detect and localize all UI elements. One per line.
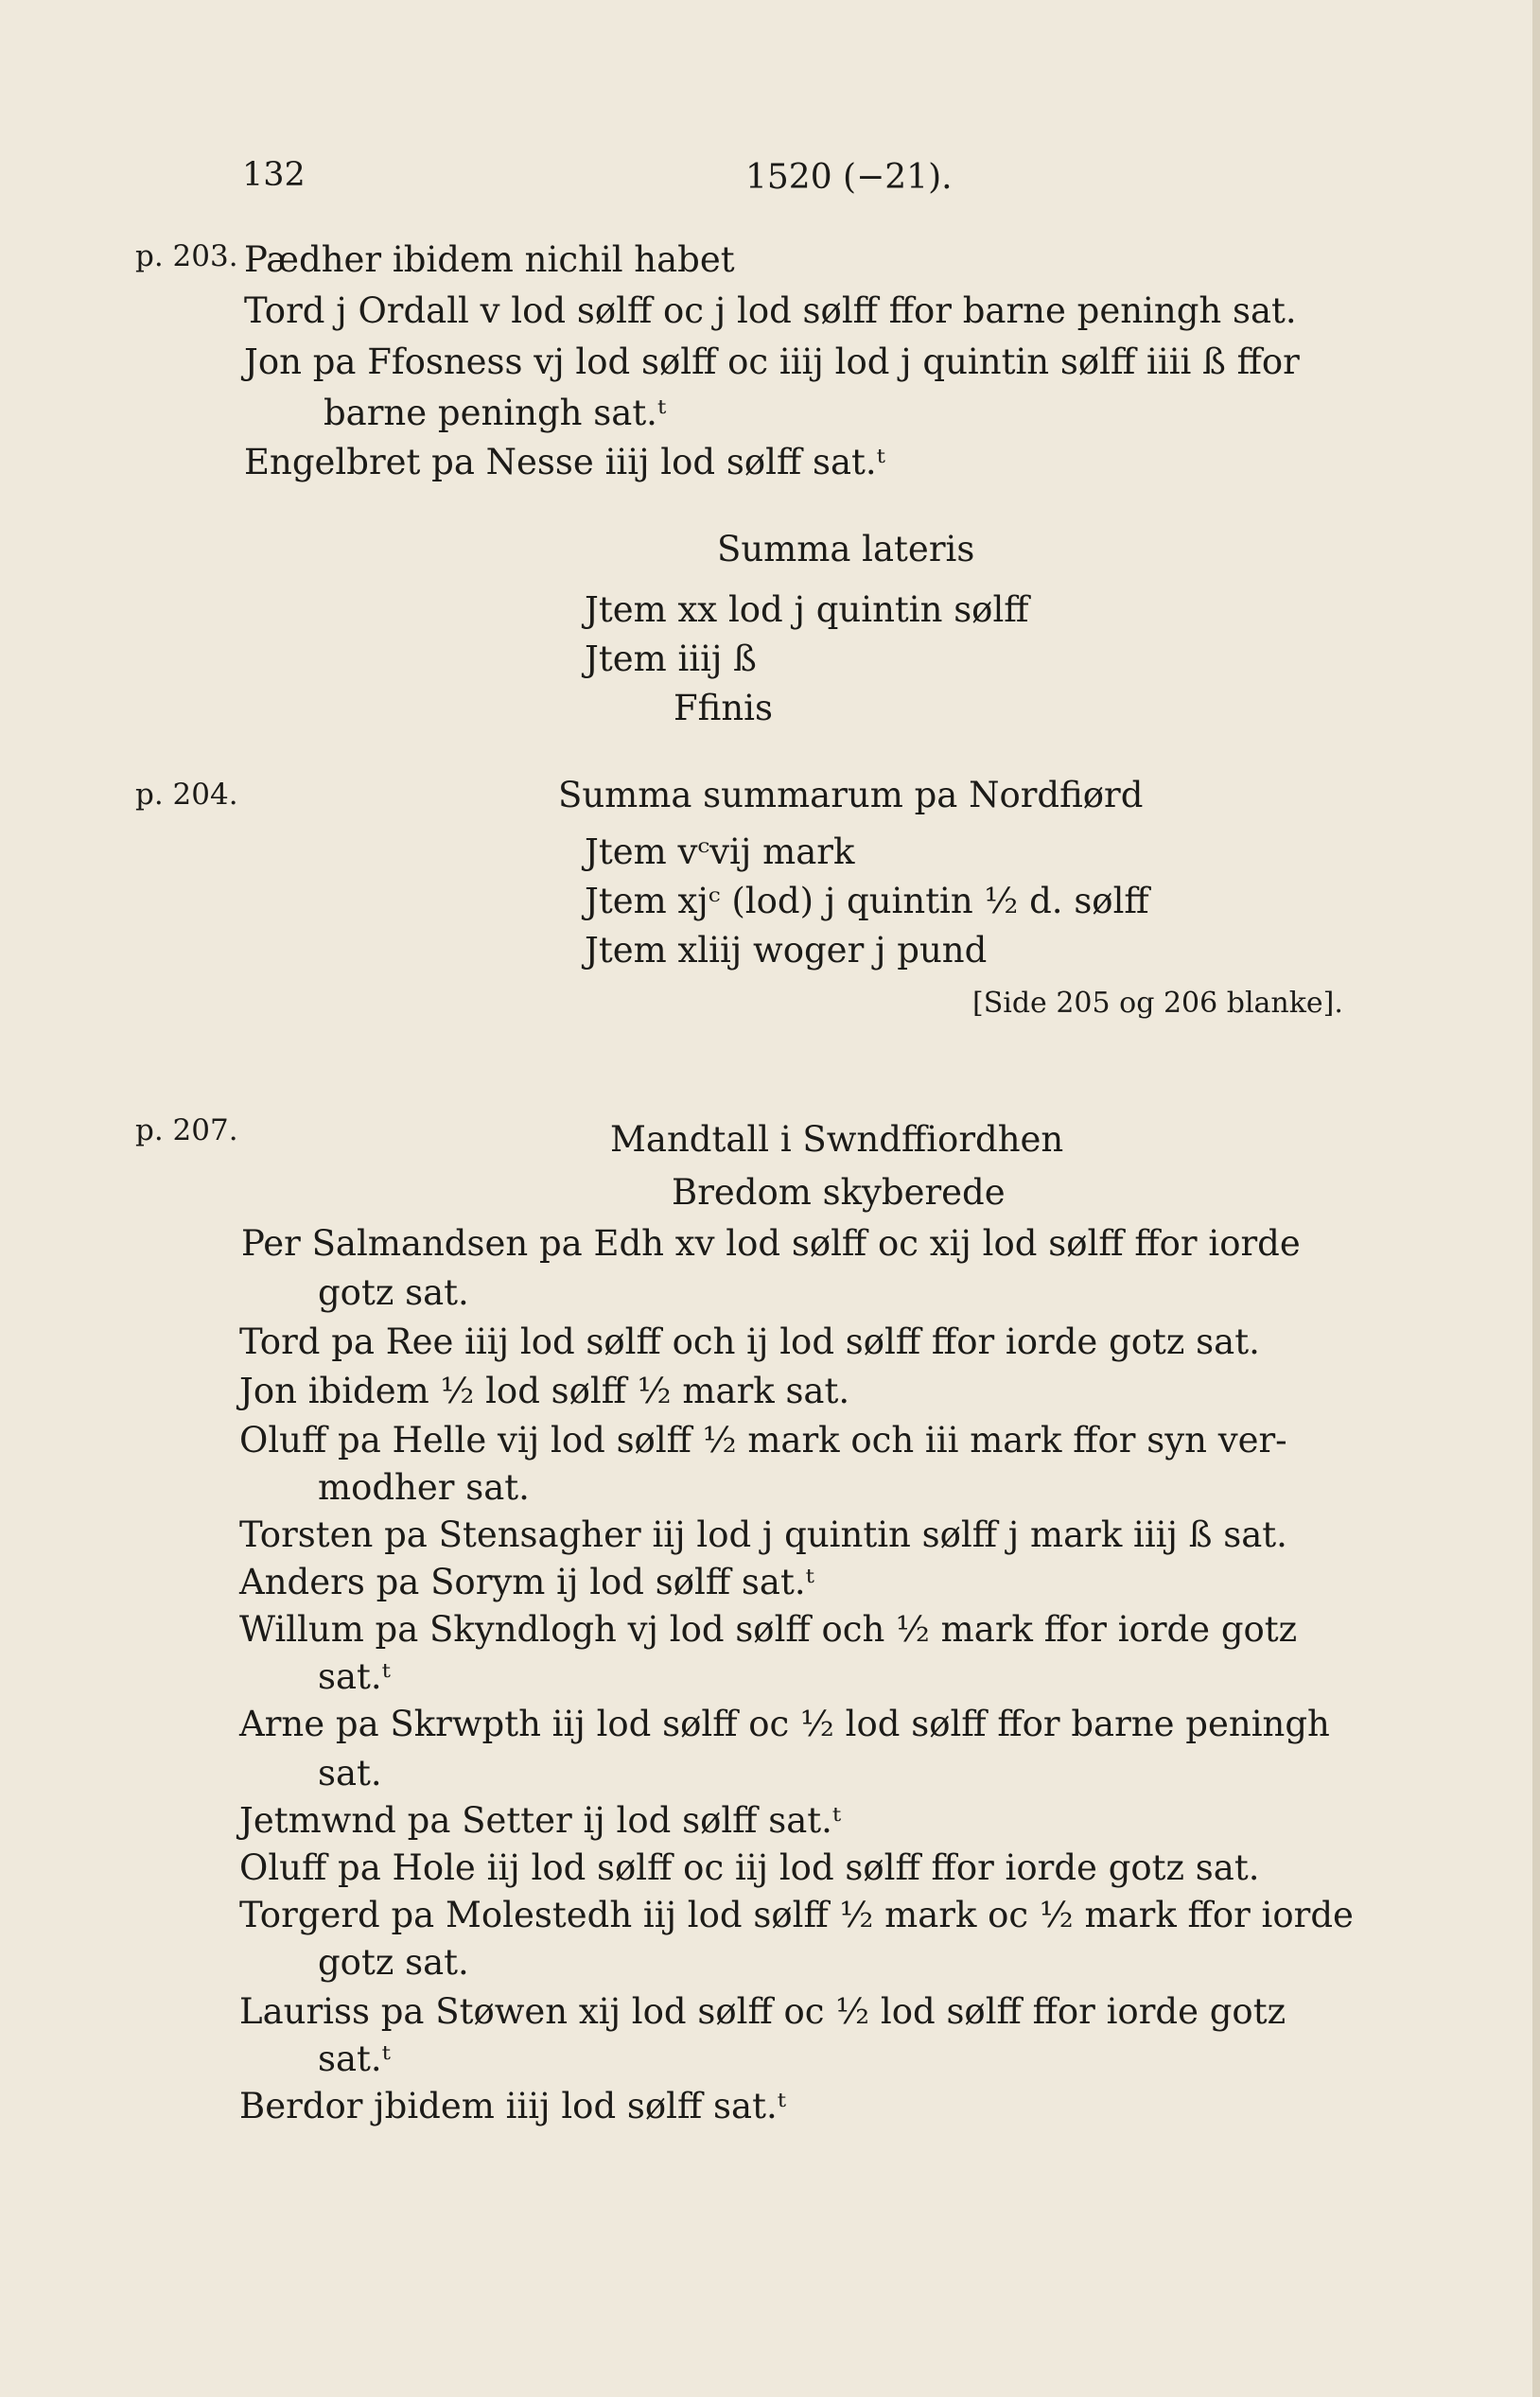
entry-line: Arne pa Skrwpth iij lod sølff oc ½ lod sølff ffor barne peningh — [239, 1704, 1330, 1744]
entry-line: Per Salmandsen pa Edh xv lod sølff oc xij lod sølff ffor iorde — [241, 1223, 1301, 1264]
entry-line: Jetmwnd pa Setter ij lod sølff sat.ᵗ — [239, 1800, 842, 1841]
folio-p204: p. 204. — [135, 778, 238, 812]
summa-heading: Summa lateris — [717, 529, 975, 569]
text-line: Engelbret pa Nesse iiij lod sølff sat.ᵗ — [244, 442, 885, 482]
folio-p207: p. 207. — [135, 1113, 238, 1147]
entry-line: gotz sat. — [318, 1942, 469, 1983]
entry-line: sat.ᵗ — [318, 1656, 391, 1697]
entry-line: Tord pa Ree iiij lod sølff och ij lod sølff ffor iorde gotz sat. — [239, 1321, 1260, 1362]
summa-line: Jtem iiij ß — [585, 639, 757, 679]
text-line: Pædher ibidem nichil habet — [244, 239, 735, 280]
entry-line: Berdor jbidem iiij lod sølff sat.ᵗ — [239, 2086, 786, 2126]
entry-line: Willum pa Skyndlogh vj lod sølff och ½ mark ffor iorde gotz — [239, 1609, 1298, 1650]
entry-line: Lauriss pa Støwen xij lod sølff oc ½ lod sølff ffor iorde gotz — [239, 1991, 1286, 2032]
editor-note: [Side 205 og 206 blanke]. — [972, 987, 1343, 1020]
entry-line: Anders pa Sorym ij lod sølff sat.ᵗ — [239, 1562, 814, 1602]
text-line: barne peningh sat.ᵗ — [324, 393, 667, 433]
finis-line: Ffinis — [674, 688, 774, 728]
entry-line: gotz sat. — [318, 1272, 469, 1313]
summa-line: Jtem xx lod j quintin sølff — [585, 589, 1029, 630]
running-title: 1520 (−21). — [745, 158, 953, 197]
text-line: Tord j Ordall v lod sølff oc j lod sølff ffor barne peningh sat. — [244, 290, 1297, 331]
entry-line: sat.ᵗ — [318, 2038, 391, 2079]
summa-summarum-heading: Summa summarum pa Nordfiørd — [558, 775, 1144, 815]
entry-line: modher sat. — [318, 1467, 530, 1508]
folio-p203: p. 203. — [135, 239, 238, 273]
page-number: 132 — [242, 156, 306, 194]
entry-line: Torgerd pa Molestedh iij lod sølff ½ mark oc ½ mark ffor iorde — [239, 1895, 1354, 1935]
entry-line: Oluff pa Hole iij lod sølff oc iij lod sølff ffor iorde gotz sat. — [239, 1847, 1260, 1888]
page-edge — [1532, 0, 1540, 2397]
entry-line: Oluff pa Helle vij lod sølff ½ mark och iii mark ffor syn ver- — [239, 1420, 1287, 1461]
summa-line: Jtem xliij woger j pund — [585, 930, 988, 971]
summa-line: Jtem xjᶜ (lod) j quintin ½ d. sølff — [585, 881, 1149, 921]
entry-line: Jon ibidem ½ lod sølff ½ mark sat. — [239, 1371, 850, 1411]
section-subtitle: Bredom skyberede — [672, 1172, 1006, 1213]
entry-line: sat. — [318, 1753, 382, 1793]
entry-line: Torsten pa Stensagher iij lod j quintin sølff j mark iiij ß sat. — [239, 1514, 1287, 1555]
text-line: Jon pa Ffosness vj lod sølff oc iiij lod j quintin sølff iiii ß ffor — [244, 341, 1300, 382]
section-title: Mandtall i Swndffiordhen — [610, 1119, 1064, 1160]
summa-line: Jtem vᶜvij mark — [585, 831, 855, 872]
